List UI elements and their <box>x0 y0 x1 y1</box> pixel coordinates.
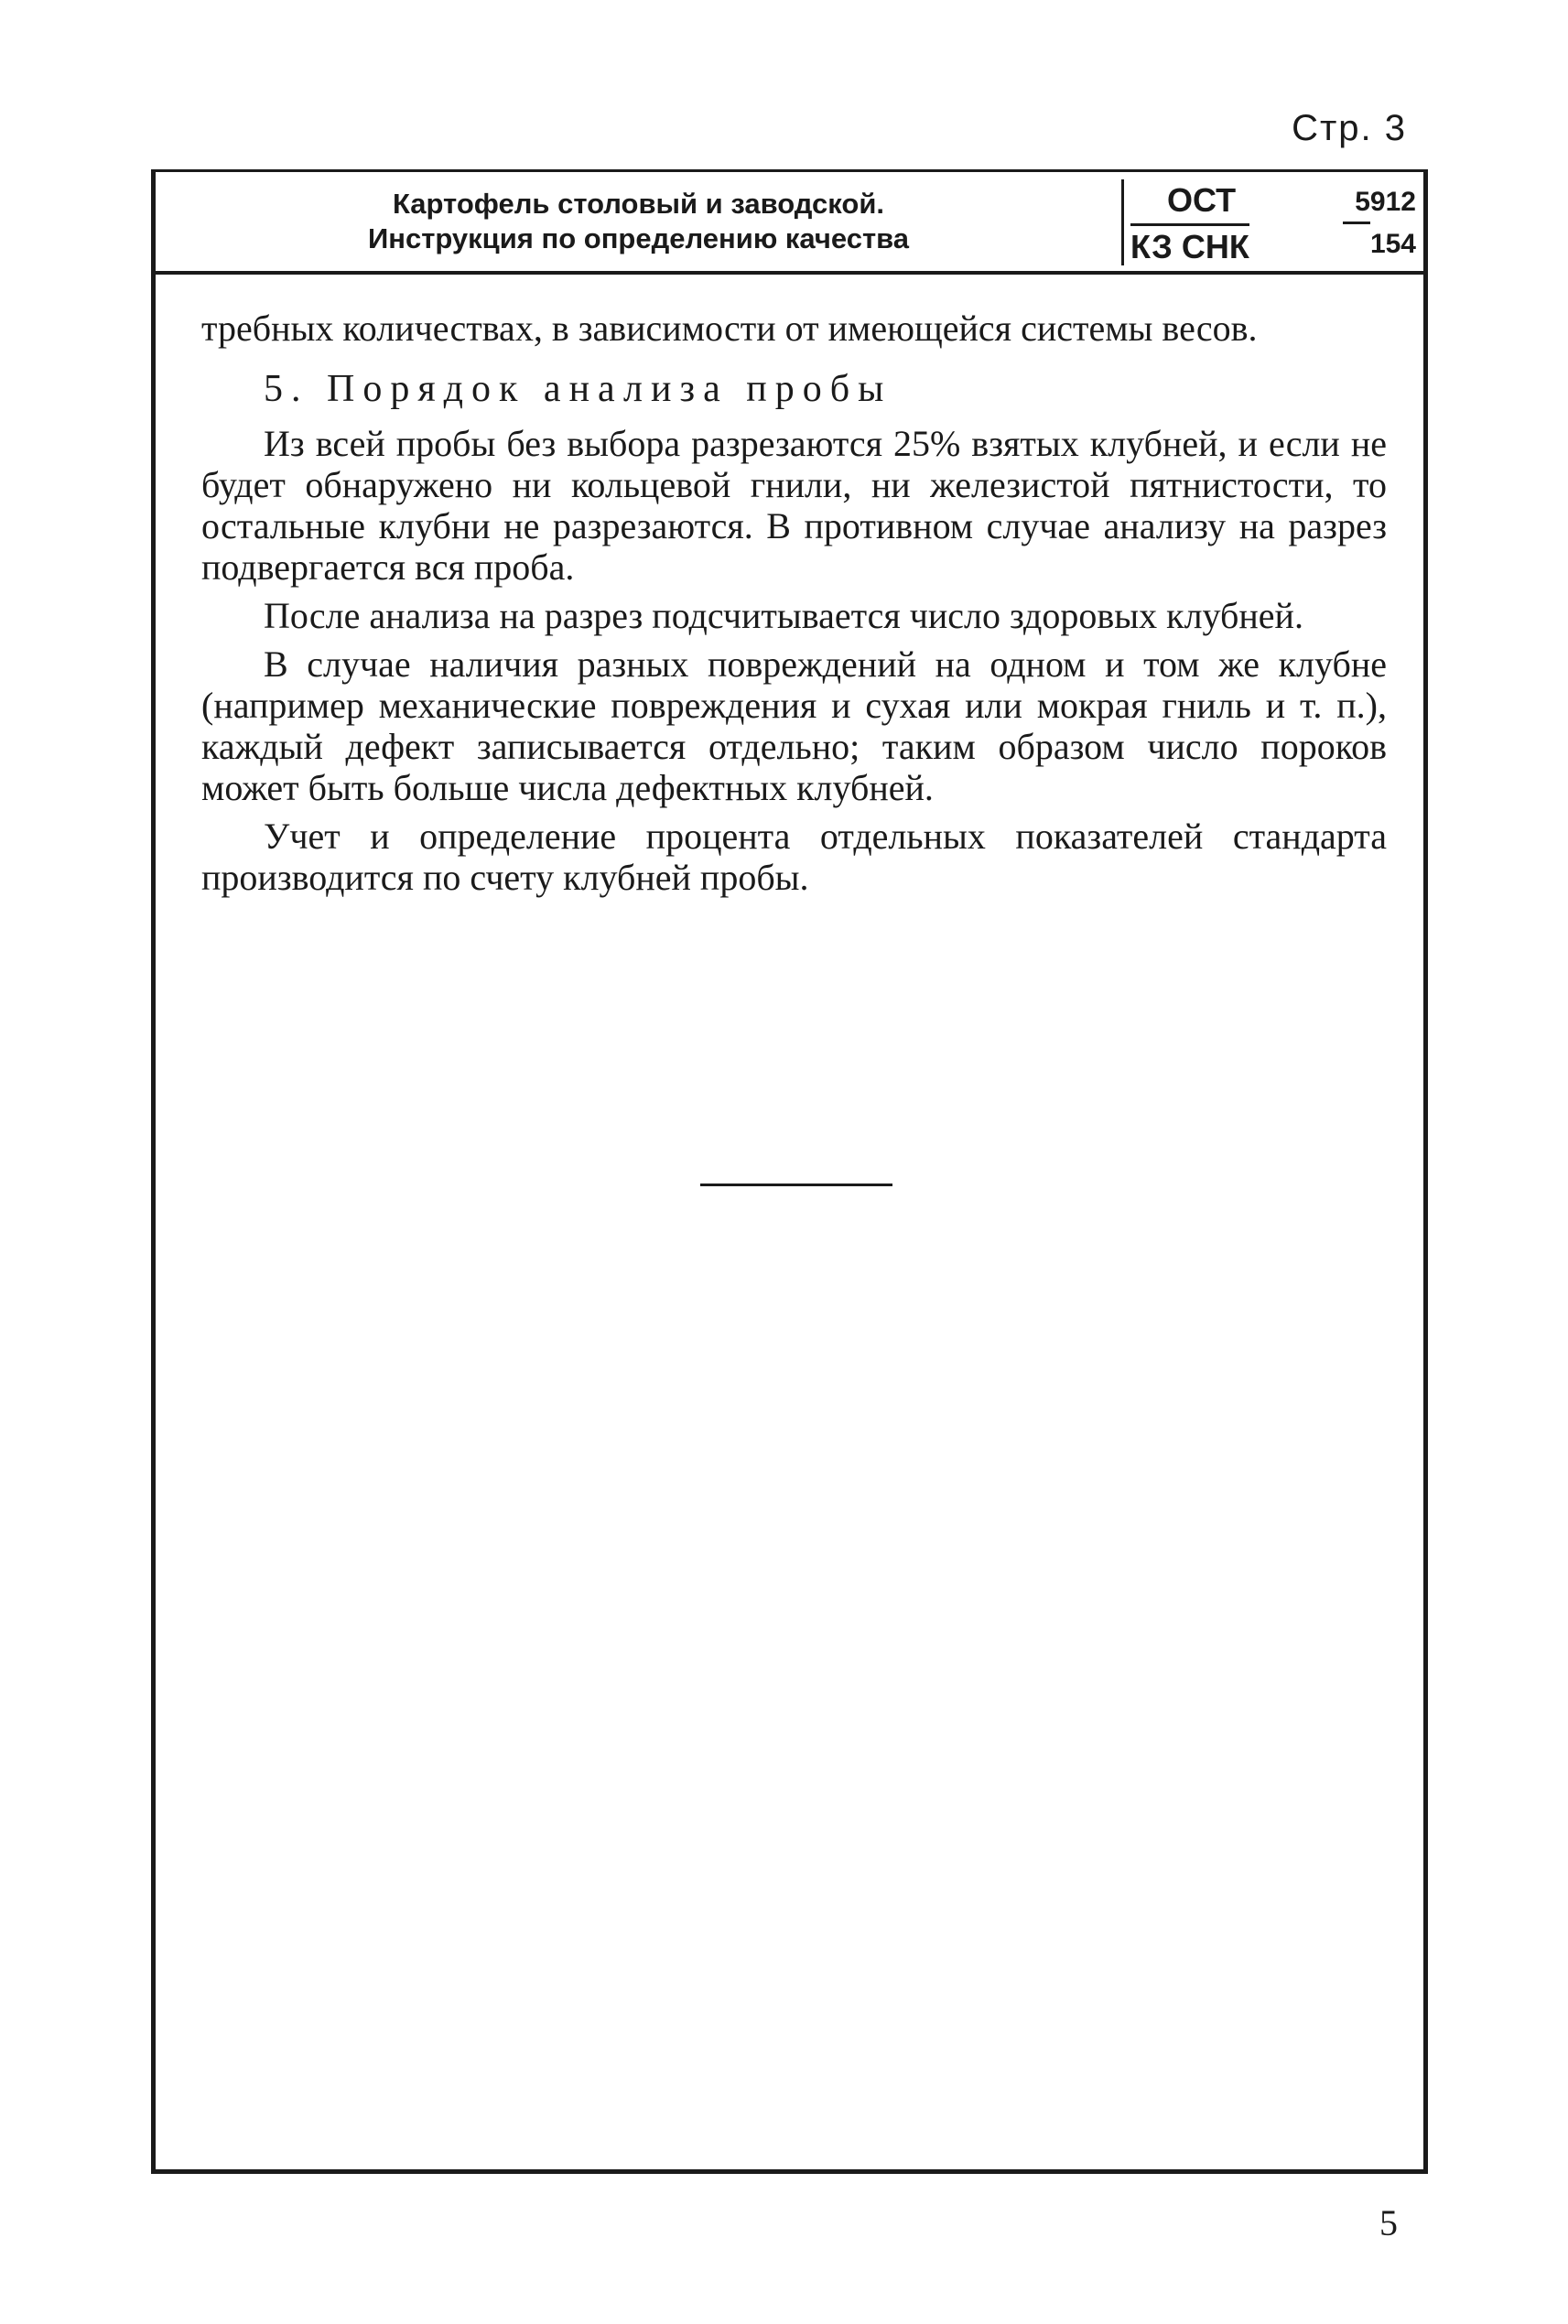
header-divider <box>1121 179 1124 265</box>
standard-code-top-number: 5912 <box>1355 187 1416 217</box>
standard-code-dash <box>1343 222 1370 224</box>
intro-paragraph: требных количествах, в зависимости от имеющейся системы весов. <box>201 308 1258 349</box>
standard-code-top: ОСТ <box>1167 181 1237 219</box>
body-paragraph-3: В случае наличия разных повреждений на одном и том же клубне (например механические повреждения и сухая или мокрая гниль и т. п.), каждый дефект записывается отдельно; таким образом число пороков может быть больше числа дефектных клубней. <box>201 643 1387 808</box>
body-paragraph-4: Учет и определение процента отдельных показателей стандарта производится по счету клубней пробы. <box>201 816 1387 898</box>
standard-code-bottom: КЗ СНК <box>1130 223 1249 266</box>
body-paragraph-2: После анализа на разрез подсчитывается число здоровых клубней. <box>264 595 1303 636</box>
page-frame <box>151 169 1428 2174</box>
body-paragraph-1: Из всей пробы без выбора разрезаются 25% взятых клубней, и если не будет обнаружено ни кольцевой гнили, ни железистой пятнистости, то остальные клубни не разрезаются. В противном случае анализу на разрез подвергается вся проба. <box>201 423 1387 588</box>
document-body <box>201 308 1387 905</box>
document-header <box>156 172 1423 275</box>
standard-code <box>1130 181 1423 268</box>
header-title-line-1: Картофель столовый и заводской. <box>392 188 884 220</box>
standard-code-bottom-number: 154 <box>1369 229 1416 259</box>
header-title <box>156 187 1121 256</box>
page-label-top: Стр. 3 <box>1292 108 1407 148</box>
page-number-bottom: 5 <box>1379 2202 1398 2243</box>
section-heading: 5. Порядок анализа пробы <box>264 368 892 410</box>
end-rule <box>700 1184 892 1186</box>
header-title-line-2: Инструкция по определению качества <box>367 222 910 254</box>
